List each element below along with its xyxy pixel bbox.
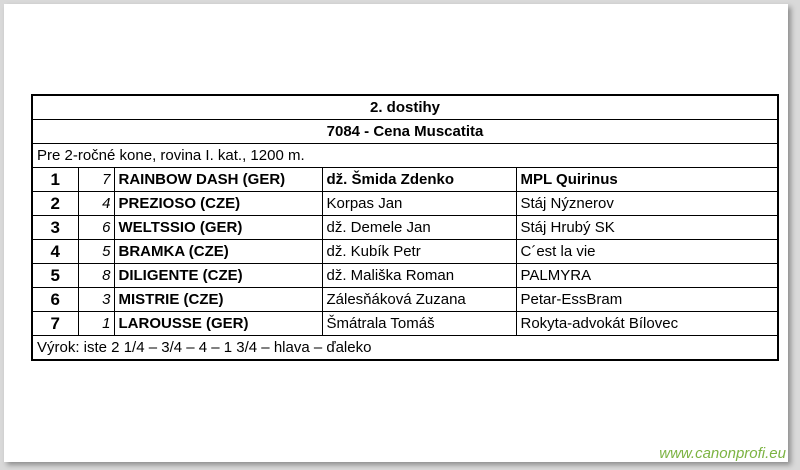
start-number-cell: 4 — [78, 192, 114, 216]
jockey-cell: dž. Mališka Roman — [322, 264, 516, 288]
jockey-cell: dž. Kubík Petr — [322, 240, 516, 264]
horse-name-cell: WELTSSIO (GER) — [114, 216, 322, 240]
result-row — [32, 264, 778, 288]
owner-cell: C´est la vie — [516, 240, 778, 264]
start-number-cell: 6 — [78, 216, 114, 240]
horse-name-cell: BRAMKA (CZE) — [114, 240, 322, 264]
result-row — [32, 288, 778, 312]
position-cell: 2 — [32, 192, 78, 216]
horse-name-cell: PREZIOSO (CZE) — [114, 192, 322, 216]
jockey-cell: dž. Šmida Zdenko — [322, 168, 516, 192]
race-results-table — [31, 94, 779, 361]
position-cell: 7 — [32, 312, 78, 336]
position-cell: 5 — [32, 264, 78, 288]
result-row — [32, 216, 778, 240]
result-row — [32, 168, 778, 192]
owner-cell: MPL Quirinus — [516, 168, 778, 192]
position-cell: 6 — [32, 288, 78, 312]
horse-name-cell: LAROUSSE (GER) — [114, 312, 322, 336]
owner-cell: Petar-EssBram — [516, 288, 778, 312]
document-sheet — [4, 4, 788, 462]
jockey-cell: Šmátrala Tomáš — [322, 312, 516, 336]
horse-name-cell: MISTRIE (CZE) — [114, 288, 322, 312]
owner-cell: Stáj Nýznerov — [516, 192, 778, 216]
start-number-cell: 3 — [78, 288, 114, 312]
start-number-cell: 1 — [78, 312, 114, 336]
owner-cell: Stáj Hrubý SK — [516, 216, 778, 240]
horse-name-cell: RAINBOW DASH (GER) — [114, 168, 322, 192]
race-heading: 2. dostihy — [32, 95, 778, 120]
result-row — [32, 240, 778, 264]
jockey-cell: Zálesňáková Zuzana — [322, 288, 516, 312]
result-row — [32, 312, 778, 336]
owner-cell: Rokyta-advokát Bílovec — [516, 312, 778, 336]
race-verdict: Výrok: iste 2 1/4 – 3/4 – 4 – 1 3/4 – hlava – ďaleko — [32, 336, 778, 361]
result-row — [32, 192, 778, 216]
race-title: 7084 - Cena Muscatita — [32, 120, 778, 144]
jockey-cell: dž. Demele Jan — [322, 216, 516, 240]
race-conditions: Pre 2-ročné kone, rovina I. kat., 1200 m. — [32, 144, 778, 168]
start-number-cell: 8 — [78, 264, 114, 288]
start-number-cell: 5 — [78, 240, 114, 264]
position-cell: 4 — [32, 240, 78, 264]
owner-cell: PALMYRA — [516, 264, 778, 288]
horse-name-cell: DILIGENTE (CZE) — [114, 264, 322, 288]
start-number-cell: 7 — [78, 168, 114, 192]
position-cell: 1 — [32, 168, 78, 192]
position-cell: 3 — [32, 216, 78, 240]
watermark: www.canonprofi.eu — [659, 445, 786, 462]
jockey-cell: Korpas Jan — [322, 192, 516, 216]
